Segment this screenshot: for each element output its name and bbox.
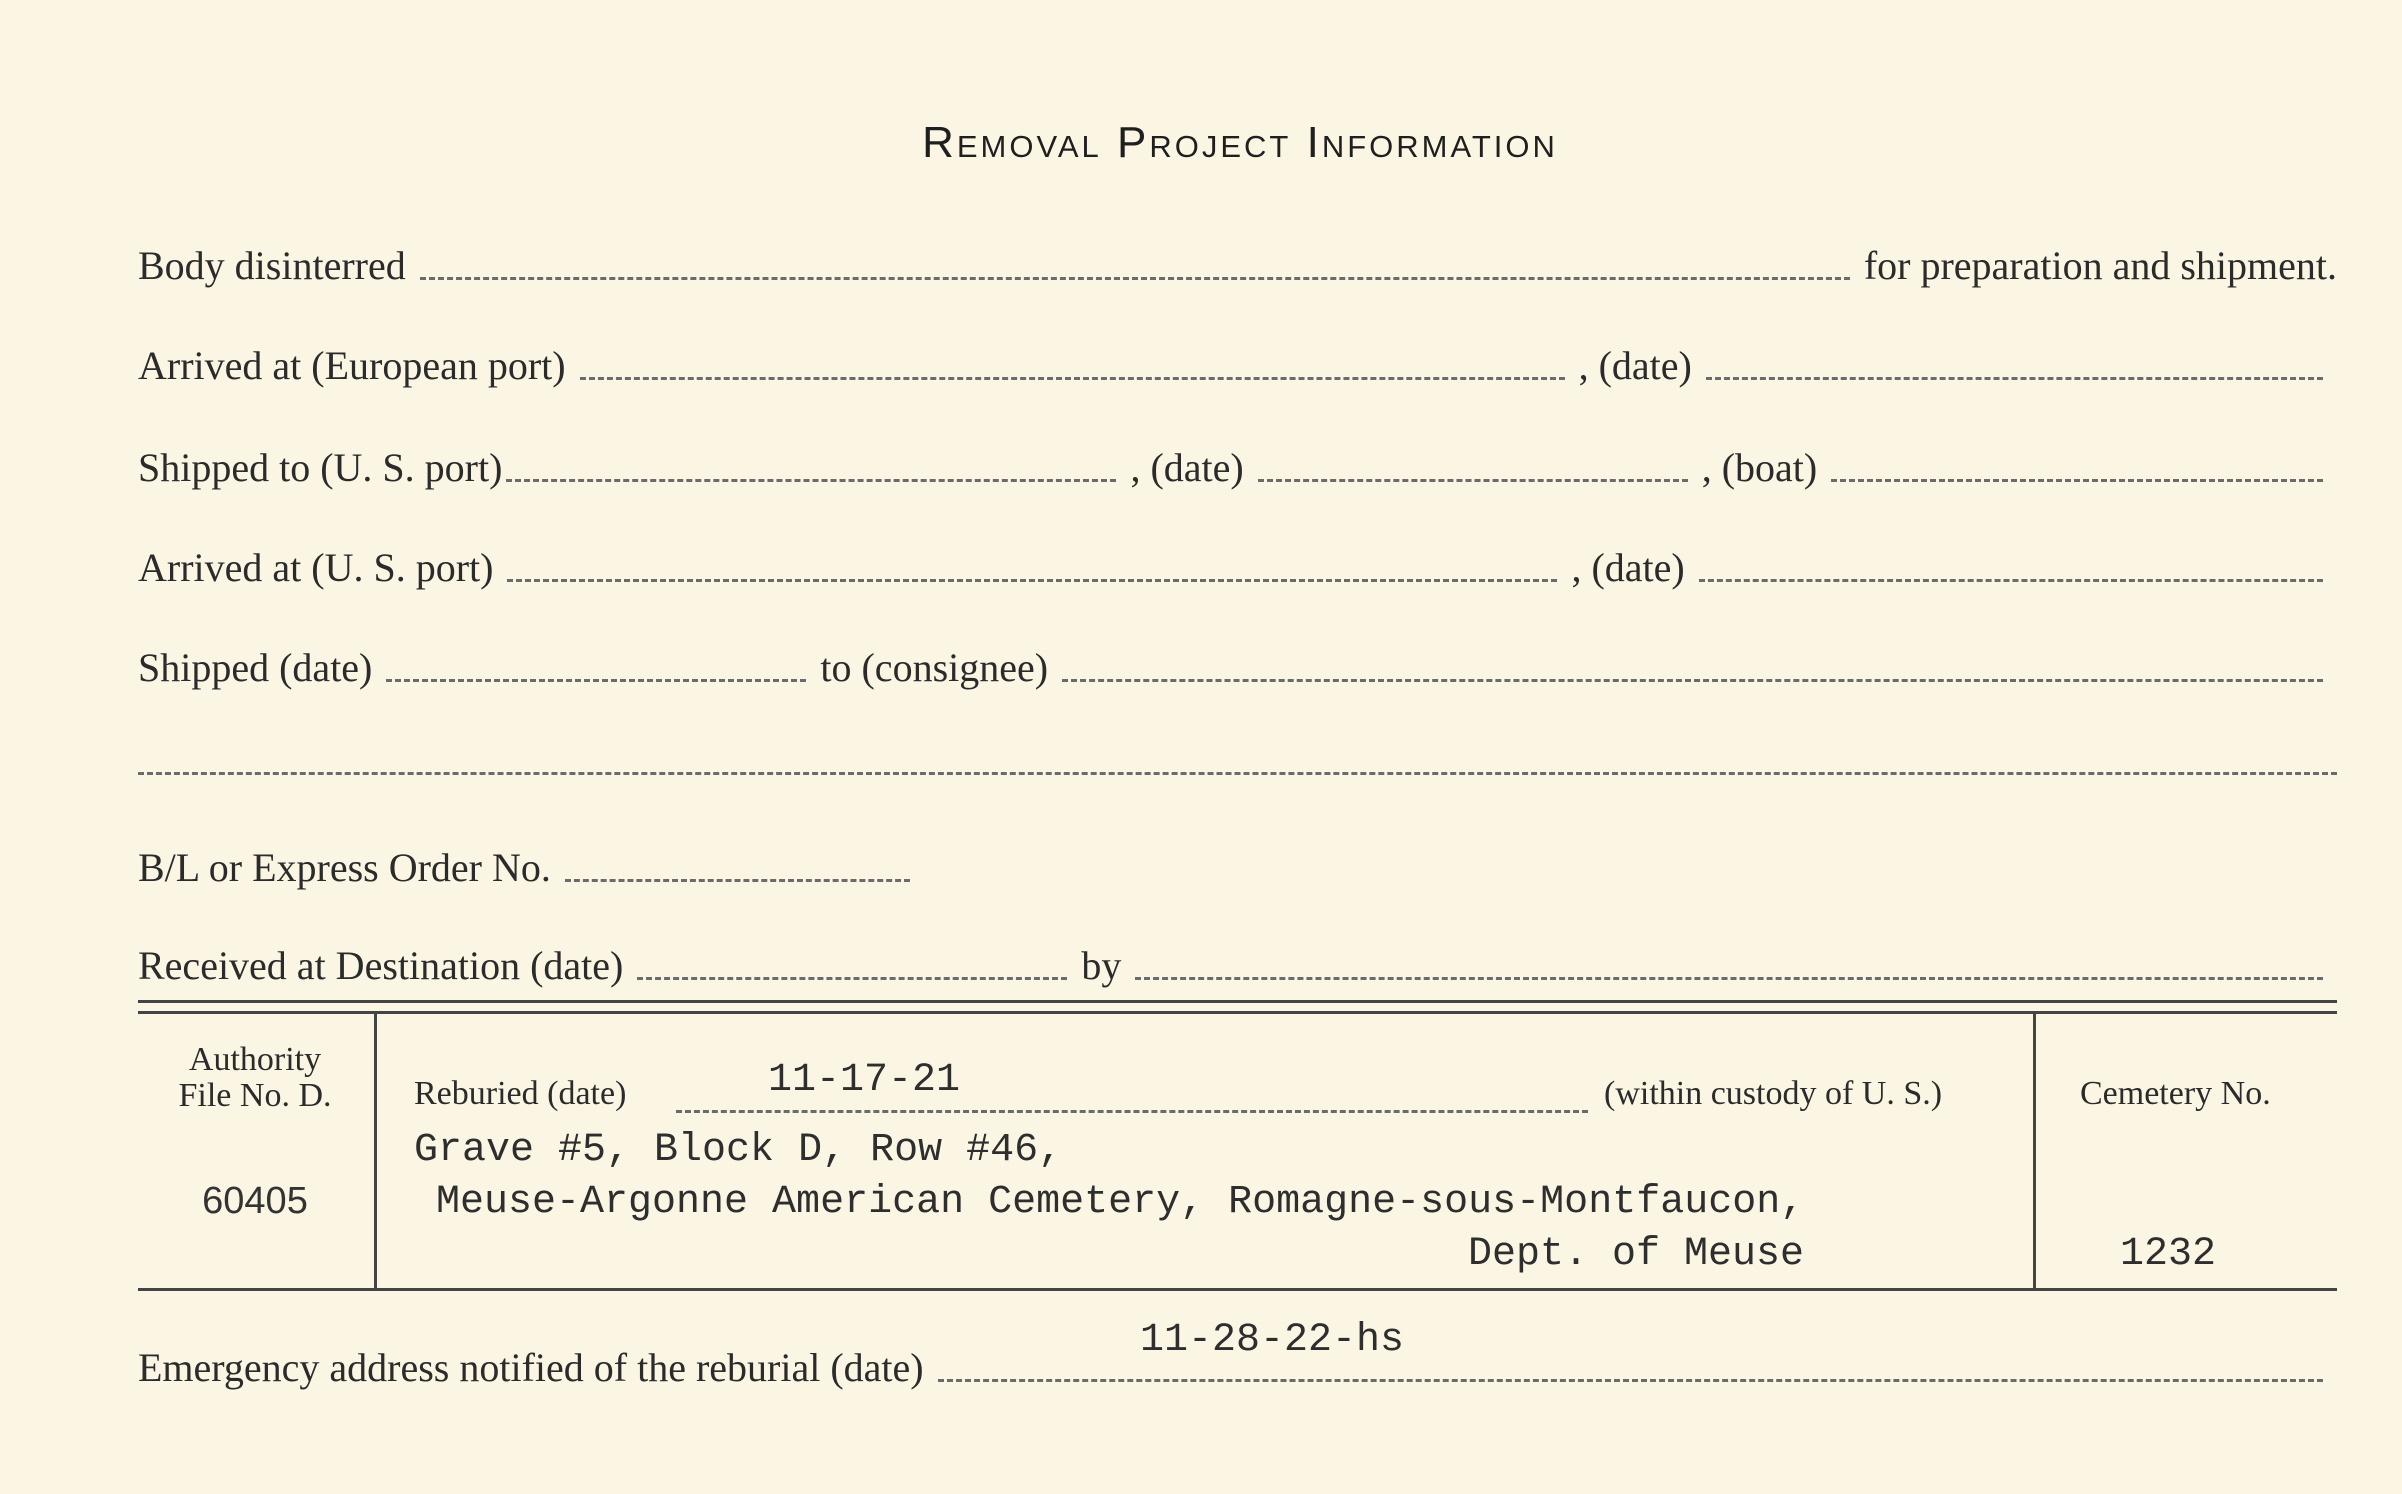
label-date-1: , (date)	[1578, 343, 1692, 388]
field-date-3[interactable]	[1699, 579, 2323, 582]
table-divider-left	[374, 1012, 377, 1288]
reburied-date: 11-17-21	[768, 1058, 961, 1103]
label-arrived-european: Arrived at (European port)	[138, 343, 566, 388]
label-to-consignee: to (consignee)	[820, 645, 1049, 690]
authority-file-no: 60405	[202, 1180, 308, 1222]
row-received-destination	[138, 928, 2337, 988]
label-boat: , (boat)	[1701, 445, 1818, 490]
card-title: Removal Project Information	[922, 118, 1558, 167]
dept-line: Dept. of Meuse	[1468, 1232, 1805, 1277]
row-arrived-us	[138, 530, 2337, 590]
cemetery-no-label: Cemetery No.	[2080, 1075, 2271, 1112]
label-emergency: Emergency address notified of the reburial (date)	[138, 1345, 924, 1390]
field-arrived-us-port[interactable]	[507, 579, 1557, 582]
row-shipped-to-us	[138, 430, 2337, 490]
label-by: by	[1081, 943, 1122, 988]
table-top-rule	[138, 1000, 2337, 1014]
authority-label-line-1: Authority	[188, 1041, 322, 1078]
label-shipped-date: Shipped (date)	[138, 645, 373, 690]
label-body-disinterred: Body disinterred	[138, 243, 406, 288]
label-shipped-to-us: Shipped to (U. S. port)	[138, 445, 503, 490]
table-bottom-rule	[138, 1288, 2337, 1291]
cemetery-number: 1232	[2120, 1232, 2217, 1277]
field-consignee[interactable]	[1062, 679, 2323, 682]
table-divider-right	[2033, 1012, 2036, 1288]
reburied-label: Reburied (date)	[414, 1075, 627, 1112]
field-body-disinterred[interactable]	[420, 277, 1850, 280]
field-bl-order[interactable]	[565, 879, 910, 882]
label-date-3: , (date)	[1571, 545, 1685, 590]
field-us-port[interactable]	[506, 479, 1116, 482]
field-consignee-continued[interactable]	[138, 772, 2337, 775]
field-date-2[interactable]	[1258, 479, 1688, 482]
authority-label	[140, 1042, 370, 1113]
row-shipped-date	[138, 630, 2337, 690]
field-date-1[interactable]	[1706, 377, 2323, 380]
cemetery-line: Meuse-Argonne American Cemetery, Romagne-sous-Montfaucon,	[436, 1180, 1805, 1225]
authority-label-line-2: File No. D.	[178, 1076, 332, 1114]
label-received-destination: Received at Destination (date)	[138, 943, 624, 988]
field-shipped-date[interactable]	[386, 679, 806, 682]
reburied-date-line	[676, 1110, 1588, 1113]
emergency-date: 11-28-22-hs	[1140, 1318, 1405, 1363]
field-emergency-date[interactable]	[938, 1379, 2323, 1382]
field-received-date[interactable]	[637, 977, 1067, 980]
grave-line: Grave #5, Block D, Row #46,	[414, 1128, 1063, 1173]
field-received-by[interactable]	[1135, 977, 2323, 980]
field-boat[interactable]	[1831, 479, 2323, 482]
label-date-2: , (date)	[1130, 445, 1244, 490]
row-arrived-european	[138, 328, 2337, 388]
label-bl-order: B/L or Express Order No.	[138, 845, 551, 890]
row-bl-order	[138, 830, 2337, 890]
row-body-disinterred	[138, 228, 2337, 288]
label-arrived-us: Arrived at (U. S. port)	[138, 545, 494, 590]
custody-label: (within custody of U. S.)	[1604, 1075, 1943, 1112]
field-european-port[interactable]	[580, 377, 1565, 380]
label-for-preparation: for preparation and shipment.	[1863, 243, 2337, 288]
